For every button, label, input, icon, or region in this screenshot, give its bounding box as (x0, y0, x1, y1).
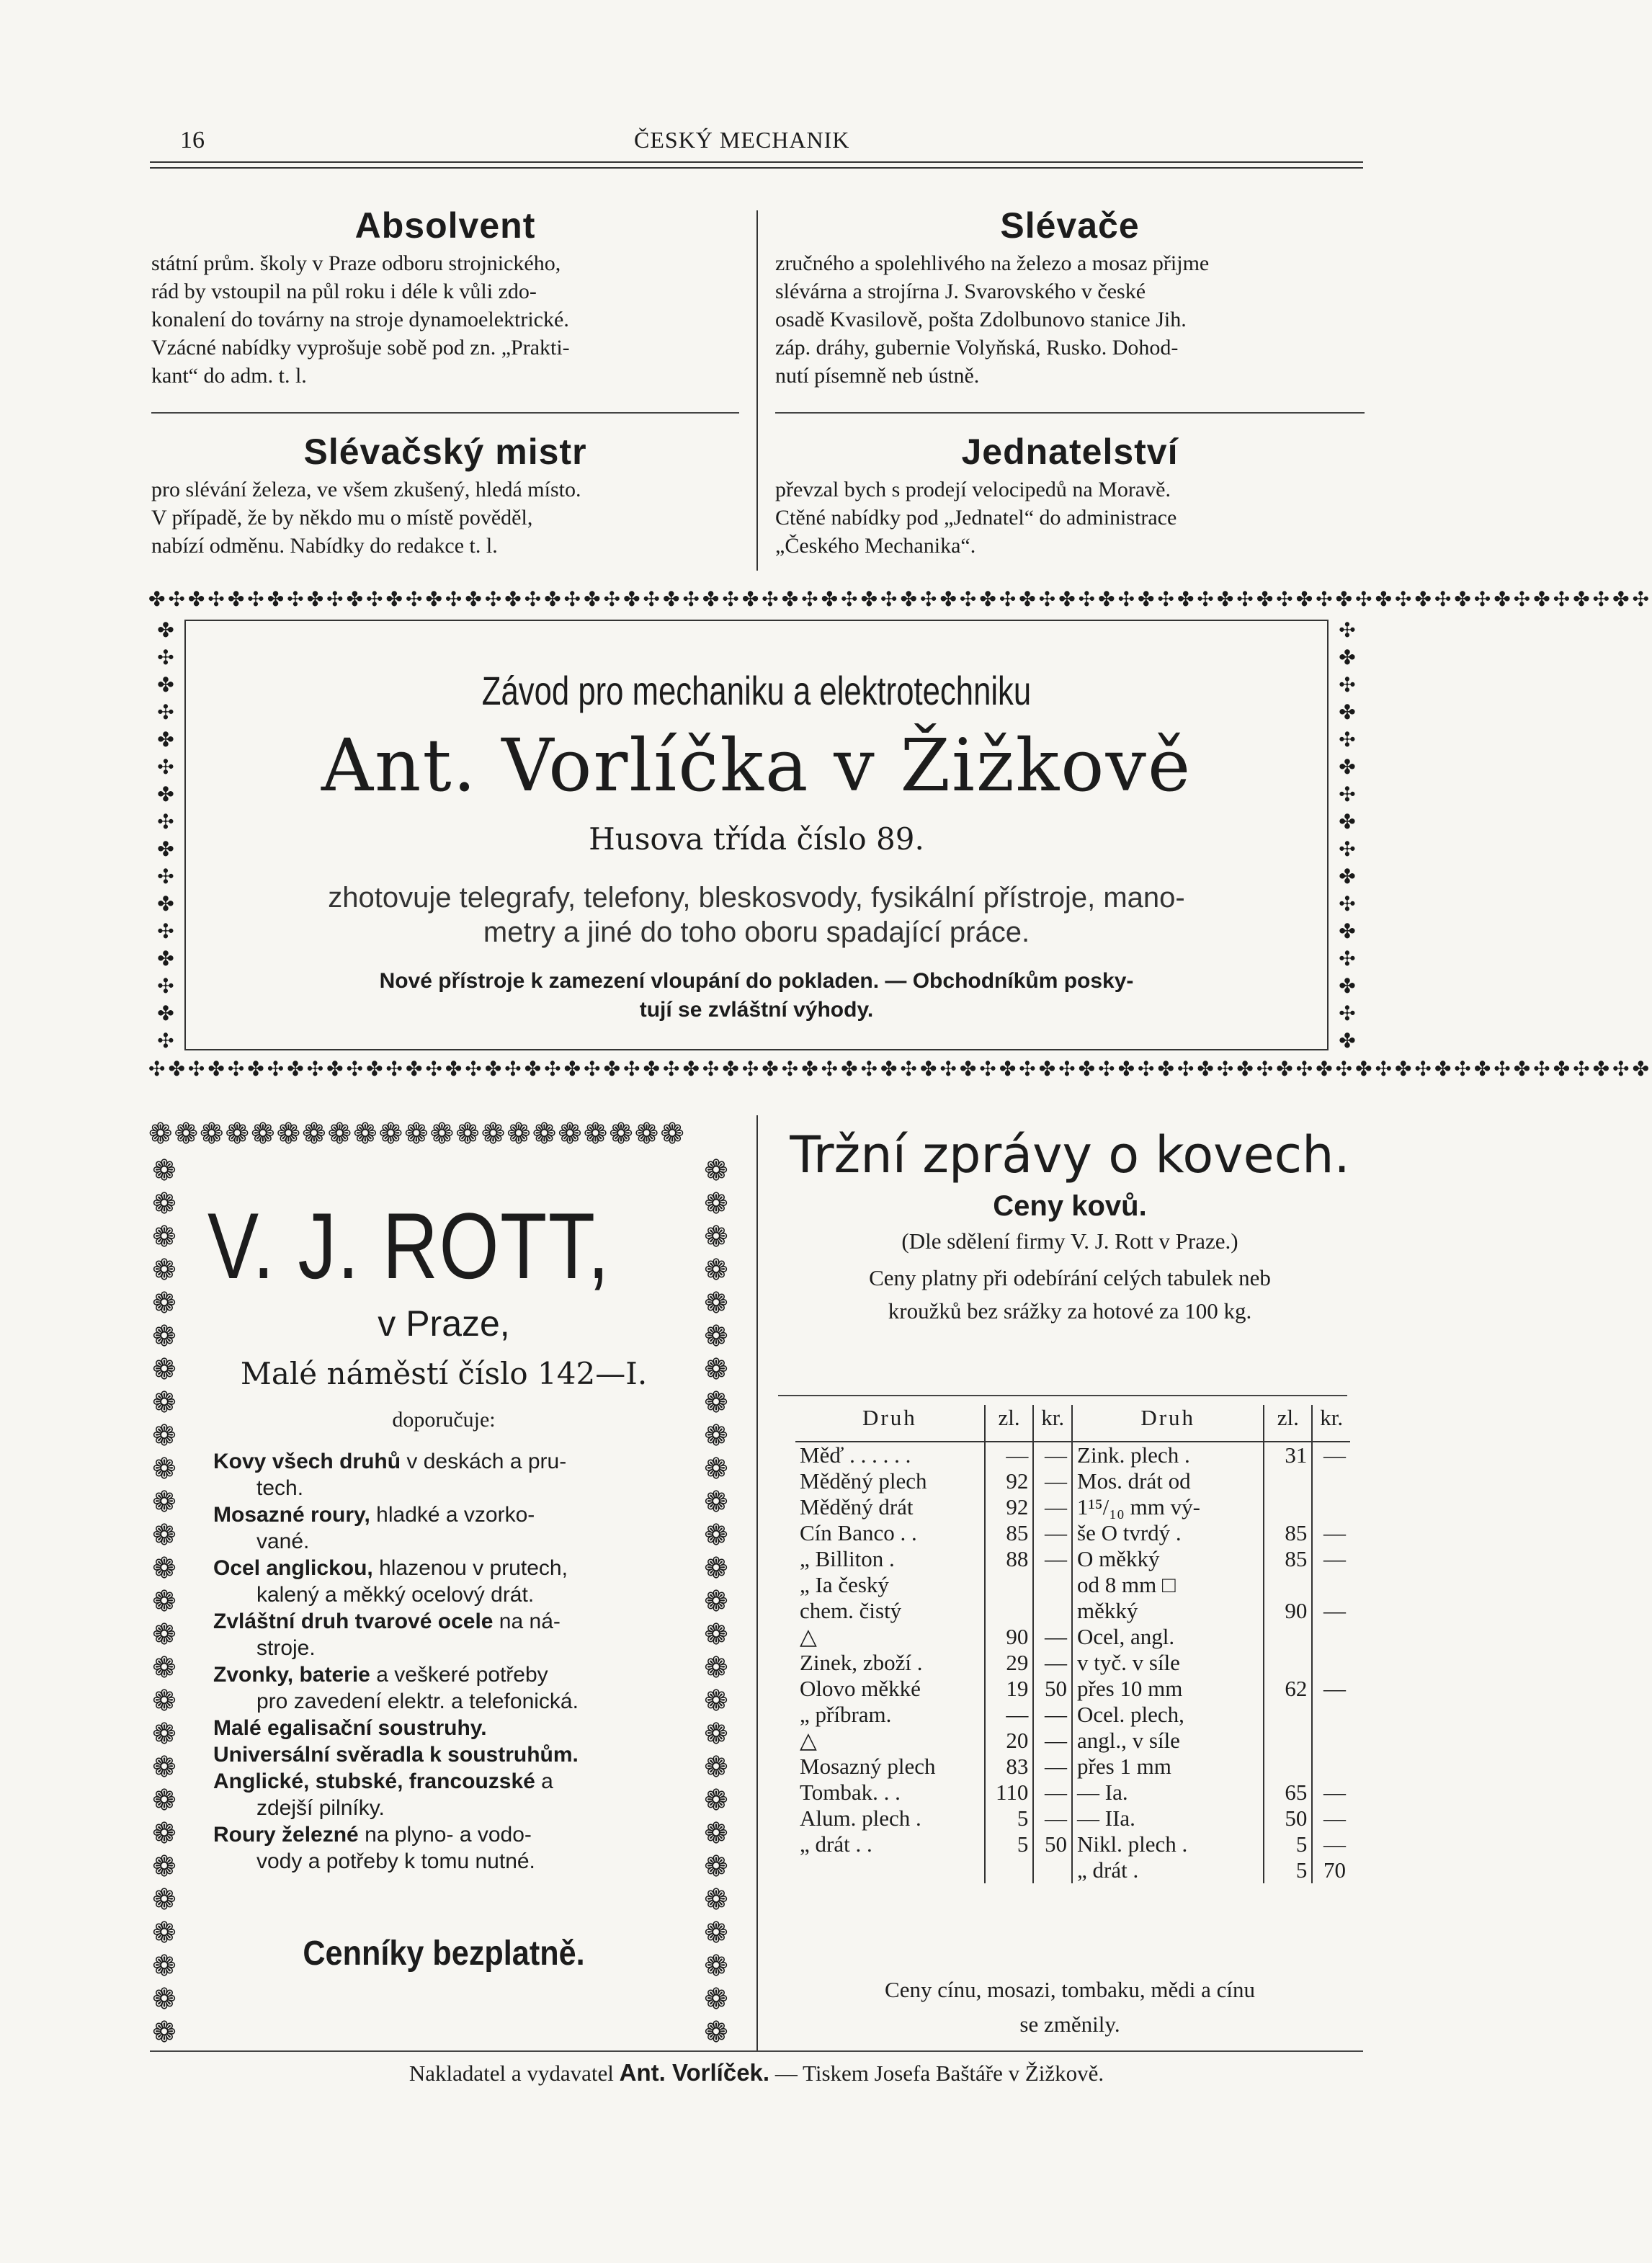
cell-kr (1312, 1728, 1350, 1754)
rott-item-rest: hladké a vzorko- (370, 1503, 535, 1527)
cell-kind: chem. čistý (800, 1598, 902, 1623)
rott-item-bold: Zvláštní druh tvarové ocele (213, 1610, 494, 1633)
cell-kind: „ Ia český (800, 1572, 889, 1597)
cell-kr (1312, 1650, 1350, 1676)
column-header: zl. (1264, 1405, 1312, 1442)
cell-kind: Měď . . . . . . (800, 1442, 911, 1468)
cell-kr: — (1312, 1546, 1350, 1572)
rott-item (213, 1475, 693, 1501)
cell-zl: 92 (985, 1468, 1034, 1494)
ornament-border-left: ❁ ❁ ❁ ❁ ❁ ❁ ❁ ❁ ❁ ❁ ❁ ❁ ❁ ❁ ❁ ❁ ❁ ❁ ❁ ❁ ❁ ❁ ❁ ❁ ❁ ❁ ❁ (152, 1154, 177, 2049)
cell-kr: — (1312, 1780, 1350, 1806)
cell-kr: 70 (1312, 1857, 1350, 1883)
market-source: (Dle sdělení firmy V. J. Rott v Praze.) (901, 1228, 1238, 1254)
rott-item (213, 1555, 693, 1581)
terms-line: kroužků bez srážky za hotové za 100 kg. (888, 1298, 1252, 1324)
rott-item (213, 1608, 693, 1635)
cell-kind: Nikl. plech . (1072, 1831, 1264, 1857)
rott-item (213, 1741, 693, 1768)
cell-zl: — (985, 1442, 1034, 1468)
cell-zl: 50 (1264, 1806, 1312, 1831)
ad-line: Vzácné nabídky vyprošuje sobě pod zn. „Prakti- (151, 336, 570, 360)
cell-kr: 50 (1033, 1676, 1072, 1702)
table-row (795, 1468, 1350, 1494)
rott-footer: Cenníky bezplatně. (303, 1934, 585, 1973)
vorlicek-company: Ant. Vorlíčka v Žižkově (321, 723, 1192, 808)
cell-kind: angl., v síle (1072, 1728, 1264, 1754)
ad-line: rád by vstoupil na půl roku i déle k vůli zdo- (151, 280, 537, 303)
cell-kr: — (1312, 1806, 1350, 1831)
rott-item-rest: zdejší pilníky. (256, 1796, 385, 1820)
ornament-border-right: ❁ ❁ ❁ ❁ ❁ ❁ ❁ ❁ ❁ ❁ ❁ ❁ ❁ ❁ ❁ ❁ ❁ ❁ ❁ ❁ ❁ ❁ ❁ ❁ ❁ ❁ ❁ (704, 1154, 728, 2049)
cell-kind: „ Billiton . (800, 1546, 895, 1571)
ad-slevace (775, 205, 1365, 390)
cell-kr (1312, 1572, 1350, 1598)
ornament-border-top: ✤✣✤✣✤✣✤✣✤✣✤✣✤✣✤✣✤✣✤✣✤✣✤✣✤✣✤✣✤✣✤✣✤✣✤✣✤✣✤✣✤✣✤✣✤✣✤✣✤✣✤✣✤✣✤✣✤✣✤✣✤✣✤✣✤✣✤✣✤✣✤✣✤✣✤✣ (148, 587, 1652, 611)
rott-item (213, 1821, 693, 1848)
cell-kr: — (1033, 1702, 1072, 1728)
cell-kind: měkký (1072, 1598, 1264, 1624)
cell-zl (1264, 1650, 1312, 1676)
column-header: kr. (1312, 1405, 1350, 1442)
ad-body (775, 249, 1365, 390)
column-header: kr. (1033, 1405, 1072, 1442)
vorlicek-products (192, 880, 1321, 950)
cell-zl: 85 (1264, 1546, 1312, 1572)
ad-slevacsky-mistr (151, 431, 739, 560)
cell-zl: 65 (1264, 1780, 1312, 1806)
cell-zl: 5 (1264, 1831, 1312, 1857)
header-rule-2 (150, 167, 1363, 169)
terms-line: Ceny platny při odebírání celých tabulek neb (869, 1265, 1271, 1290)
vorlicek-tagline: Závod pro mechaniku a elektrotechniku (481, 668, 1032, 713)
header-rule (150, 161, 1363, 163)
table-row (795, 1702, 1350, 1728)
table-row (795, 1676, 1350, 1702)
cell-zl: 29 (985, 1650, 1034, 1676)
table-row (795, 1831, 1350, 1857)
table-row (795, 1754, 1350, 1780)
rott-item (213, 1635, 693, 1661)
imprint-printer: — Tiskem Josefa Baštáře v Žižkově. (774, 2061, 1104, 2086)
ornament-border-bottom: ✣✤✣✤✣✤✣✤✣✤✣✤✣✤✣✤✣✤✣✤✣✤✣✤✣✤✣✤✣✤✣✤✣✤✣✤✣✤✣✤✣✤✣✤✣✤✣✤✣✤✣✤✣✤✣✤✣✤✣✤✣✤✣✤✣✤✣✤✣✤✣✤✣✤✣✤ (148, 1057, 1652, 1081)
ad-jednatelstvi (775, 431, 1365, 560)
rott-item-rest: vody a potřeby k tomu nutné. (256, 1849, 535, 1873)
rott-item-rest: a (535, 1769, 553, 1793)
ad-body (151, 476, 739, 560)
note-line: tují se zvláštní výhody. (639, 998, 874, 1022)
cell-kind: Tombak. . . (800, 1780, 901, 1805)
ad-line: nabízí odměnu. Nabídky do redakce t. l. (151, 534, 498, 558)
ad-line: slévárna a strojírna J. Svarovského v české (775, 280, 1146, 303)
cell-kr: — (1312, 1676, 1350, 1702)
cell-kr: — (1033, 1468, 1072, 1494)
ornament-border-top: ❁❁❁❁❁❁❁❁❁❁❁❁❁❁❁❁❁❁❁❁❁ (148, 1117, 686, 1151)
rott-item (213, 1848, 693, 1875)
cell-zl (1264, 1494, 1312, 1520)
cell-kind: Ocel, angl. (1072, 1624, 1264, 1650)
ad-line: „Českého Mechanika“. (775, 534, 976, 558)
cell-kr: — (1312, 1598, 1350, 1624)
rott-item-rest: tech. (256, 1476, 304, 1500)
ad-line: kant“ do adm. t. l. (151, 364, 307, 388)
rott-item (213, 1715, 693, 1741)
cell-kind: přes 1 mm (1072, 1754, 1264, 1780)
rott-item-rest: na ná- (493, 1610, 561, 1633)
cell-zl: 88 (985, 1546, 1034, 1572)
rott-item-bold: Kovy všech druhů (213, 1450, 401, 1473)
table-row (795, 1624, 1350, 1650)
cell-kr (1033, 1598, 1072, 1624)
rott-item-rest: stroje. (256, 1636, 316, 1660)
cell-kind: — Ia. (1072, 1780, 1264, 1806)
cell-zl: 5 (985, 1806, 1034, 1831)
cell-zl: — (985, 1702, 1034, 1728)
table-row (795, 1572, 1350, 1598)
rott-item (213, 1501, 693, 1528)
ad-line: záp. dráhy, gubernie Volyňská, Rusko. Dohod- (775, 336, 1179, 360)
rott-item-bold: Zvonky, baterie (213, 1663, 370, 1687)
vorlicek-address: Husova třída číslo 89. (589, 821, 924, 857)
imprint-publisher-name: Ant. Vorlíček. (619, 2059, 770, 2086)
cell-zl: 5 (1264, 1857, 1312, 1883)
cell-kind: △ (800, 1624, 817, 1649)
column-divider (756, 210, 758, 571)
cell-kr: — (1033, 1728, 1072, 1754)
table-row (795, 1728, 1350, 1754)
rott-item-bold: Anglické, stubské, francouzské (213, 1769, 535, 1793)
ad-line: zručného a spolehlivého na železo a mosaz přijme (775, 251, 1210, 275)
ad-line: osadě Kvasilově, pošta Zdolbunovo stanice Jih. (775, 308, 1187, 331)
table-row (795, 1806, 1350, 1831)
rott-item-rest: na plyno- a vodo- (358, 1823, 532, 1847)
rott-city: v Praze, (378, 1303, 510, 1344)
cell-kind: v tyč. v síle (1072, 1650, 1264, 1676)
cell-kr: — (1033, 1650, 1072, 1676)
market-heading: Tržní zprávy o kovech. (790, 1125, 1350, 1184)
note-line: se změnily. (1019, 2012, 1120, 2037)
rott-item-bold: Universální svěradla k soustruhům. (213, 1743, 579, 1767)
rott-item-bold: Ocel anglickou, (213, 1556, 373, 1580)
table-row (795, 1546, 1350, 1572)
rott-item-list (213, 1448, 693, 1875)
ad-absolvent (151, 205, 739, 390)
ad-line: Ctěné nabídky pod „Jednatel“ do administrace (775, 506, 1177, 530)
page-number: 16 (180, 127, 205, 153)
table-row (795, 1494, 1350, 1520)
cell-zl: 85 (1264, 1520, 1312, 1546)
table-row (795, 1857, 1350, 1883)
rott-item-bold: Roury železné (213, 1823, 359, 1847)
vorlicek-ad (148, 582, 1652, 1086)
cell-kind: 1¹⁵/₁₀ mm vý- (1072, 1494, 1264, 1520)
cell-kr (1312, 1468, 1350, 1494)
cell-zl (985, 1857, 1034, 1883)
table-row (795, 1598, 1350, 1624)
ad-title: Jednatelství (961, 432, 1179, 472)
column-header: Druh (1072, 1405, 1264, 1442)
rott-item (213, 1581, 693, 1608)
cell-kr: — (1312, 1520, 1350, 1546)
column-divider (756, 1115, 758, 2052)
rott-item-bold: Malé egalisační soustruhy. (213, 1716, 487, 1740)
imprint-rule (150, 2050, 1363, 2052)
cell-zl: 62 (1264, 1676, 1312, 1702)
cell-zl (1264, 1728, 1312, 1754)
cell-kind: Cín Banco . . (800, 1520, 917, 1545)
cell-zl: 83 (985, 1754, 1034, 1780)
cell-kind: „ příbram. (800, 1702, 892, 1727)
note-line: Ceny cínu, mosazi, tombaku, mědi a cínu (885, 1977, 1255, 2002)
column-header: zl. (985, 1405, 1034, 1442)
imprint (150, 2059, 1363, 2086)
cell-kr (1312, 1702, 1350, 1728)
ad-title: Slévačský mistr (303, 432, 587, 472)
imprint-publisher-prefix: Nakladatel a vydavatel (408, 2061, 614, 2086)
table-row (795, 1442, 1350, 1468)
rott-item (213, 1688, 693, 1715)
cell-kind: Alum. plech . (800, 1806, 921, 1831)
cell-zl: 20 (985, 1728, 1034, 1754)
cell-kr: — (1033, 1494, 1072, 1520)
cell-zl: 85 (985, 1520, 1034, 1546)
price-table (795, 1405, 1350, 1883)
cell-zl: 90 (985, 1624, 1034, 1650)
cell-kr (1312, 1624, 1350, 1650)
ad-line: státní prům. školy v Praze odboru strojnického, (151, 251, 561, 275)
ad-body (151, 249, 739, 390)
products-line: metry a jiné do toho oboru spadající práce. (483, 916, 1030, 948)
table-row (795, 1650, 1350, 1676)
table-row (795, 1780, 1350, 1806)
table-row (795, 1520, 1350, 1546)
divider-rule (151, 412, 739, 414)
vorlicek-note (192, 967, 1321, 1025)
cell-kind: O měkký (1072, 1546, 1264, 1572)
market-report (771, 1122, 1369, 1328)
ad-line: nutí písemně neb ústně. (775, 364, 980, 388)
rott-item (213, 1795, 693, 1821)
cell-zl (1264, 1572, 1312, 1598)
cell-kr: — (1033, 1754, 1072, 1780)
cell-kind: Zink. plech . (1072, 1442, 1264, 1468)
cell-kr: — (1033, 1806, 1072, 1831)
cell-kind: Měděný plech (800, 1468, 927, 1494)
rott-item-rest: a veškeré potřeby (370, 1663, 548, 1687)
rott-item-rest: hlazenou v prutech, (372, 1556, 568, 1580)
ad-line: převzal bych s prodejí velocipedů na Moravě. (775, 478, 1171, 501)
cell-kind: od 8 mm □ (1072, 1572, 1264, 1598)
table-header-row (795, 1405, 1350, 1442)
rott-item (213, 1768, 693, 1795)
cell-zl (1264, 1702, 1312, 1728)
rott-address: Malé náměstí číslo 142—I. (240, 1356, 648, 1391)
market-note (771, 1973, 1369, 2042)
cell-zl (1264, 1468, 1312, 1494)
rott-item (213, 1528, 693, 1555)
cell-kr (1312, 1754, 1350, 1780)
rott-item-rest: v deskách a pru- (401, 1450, 567, 1473)
cell-kind: Měděný drát (800, 1494, 914, 1519)
cell-kr: — (1312, 1831, 1350, 1857)
cell-kr: — (1033, 1624, 1072, 1650)
cell-kind: Olovo měkké (800, 1676, 921, 1701)
table-top-rule (778, 1395, 1347, 1396)
rott-item (213, 1661, 693, 1688)
rott-item-bold: Mosazné roury, (213, 1503, 370, 1527)
price-table-grid (795, 1405, 1350, 1883)
cell-kr: — (1033, 1780, 1072, 1806)
ad-line: pro slévání železa, ve všem zkušený, hledá místo. (151, 478, 581, 501)
cell-zl: 19 (985, 1676, 1034, 1702)
cell-zl: 31 (1264, 1442, 1312, 1468)
cell-zl: 110 (985, 1780, 1034, 1806)
ornament-border-left: ✤ ✣ ✤ ✣ ✤ ✣ ✤ ✣ ✤ ✣ ✤ ✣ ✤ ✣ ✤ ✣ (157, 618, 174, 1053)
cell-kr (1033, 1857, 1072, 1883)
rott-item-rest: pro zavedení elektr. a telefonická. (256, 1690, 579, 1713)
ad-body (775, 476, 1365, 560)
cell-zl: 92 (985, 1494, 1034, 1520)
rott-item (213, 1448, 693, 1475)
journal-title: ČESKÝ MECHANIK (634, 127, 850, 153)
cell-kr: — (1033, 1442, 1072, 1468)
cell-kind (795, 1857, 985, 1883)
market-terms (771, 1262, 1369, 1328)
cell-zl: 5 (985, 1831, 1034, 1857)
ornament-border-right: ✣ ✤ ✣ ✤ ✣ ✤ ✣ ✤ ✣ ✤ ✣ ✤ ✣ ✤ ✣ ✤ (1339, 618, 1356, 1053)
cell-kr (1033, 1572, 1072, 1598)
ad-title: Slévače (1000, 205, 1140, 246)
cell-kind: Mosazný plech (800, 1754, 936, 1779)
rott-ad (148, 1114, 736, 2058)
cell-kr: — (1033, 1546, 1072, 1572)
cell-kind: „ drát . . (800, 1831, 872, 1857)
products-line: zhotovuje telegrafy, telefony, bleskosvody, fysikální přístroje, mano- (328, 882, 1185, 914)
cell-kind: — IIa. (1072, 1806, 1264, 1831)
divider-rule (775, 412, 1365, 414)
cell-kind: še O tvrdý . (1072, 1520, 1264, 1546)
ad-line: konalení do továrny na stroje dynamoelektrické. (151, 308, 569, 331)
rott-recommends: doporučuje: (392, 1408, 496, 1432)
cell-zl (985, 1598, 1034, 1624)
market-subheading: Ceny kovů. (993, 1190, 1147, 1222)
price-table-body (795, 1442, 1350, 1883)
note-line: Nové přístroje k zamezení vloupání do pokladen. — Obchodníkům posky- (379, 969, 1134, 993)
rott-name: V. J. ROTT, (207, 1193, 611, 1298)
cell-kind: △ (800, 1728, 817, 1753)
cell-zl (985, 1572, 1034, 1598)
cell-kr: 50 (1033, 1831, 1072, 1857)
cell-kr (1312, 1494, 1350, 1520)
cell-zl: 90 (1264, 1598, 1312, 1624)
rott-item-rest: kalený a měkký ocelový drát. (256, 1583, 535, 1607)
cell-kind: „ drát . (1072, 1857, 1264, 1883)
cell-zl (1264, 1624, 1312, 1650)
cell-kr: — (1312, 1442, 1350, 1468)
column-header: Druh (795, 1405, 985, 1442)
cell-kind: Mos. drát od (1072, 1468, 1264, 1494)
ad-title: Absolvent (354, 205, 536, 246)
cell-kind: přes 10 mm (1072, 1676, 1264, 1702)
rott-item-rest: vané. (256, 1530, 310, 1553)
ad-line: V případě, že by někdo mu o místě pověděl, (151, 506, 533, 530)
cell-kr: — (1033, 1520, 1072, 1546)
cell-zl (1264, 1754, 1312, 1780)
cell-kind: Ocel. plech, (1072, 1702, 1264, 1728)
cell-kind: Zinek, zboží . (800, 1650, 923, 1675)
